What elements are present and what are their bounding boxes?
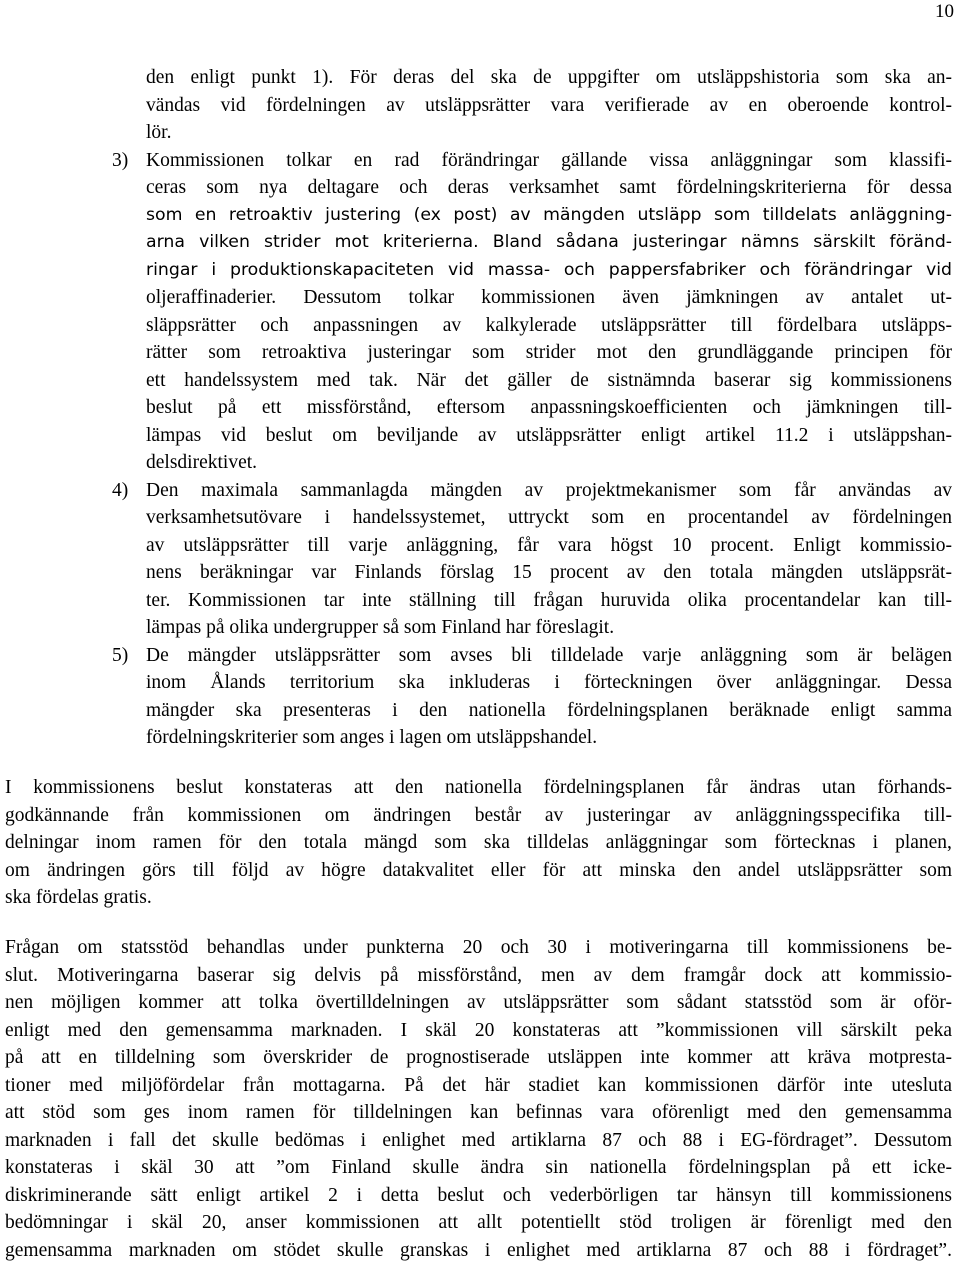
paragraph-line: bedömningar i skäl 20, anser kommissionen att allt potentiellt stöd troligen är förenligt med den: [5, 1212, 952, 1233]
paragraph-line: delningar inom ramen för den totala mängd som ska tilldelas anläggningar som förtecknas i planen,: [5, 832, 952, 853]
paragraph-line: att stöd som ges inom ramen för tilldelningen kan befinnas vara oförenligt med den gemensamma: [5, 1102, 952, 1123]
paragraph-line: marknaden i fall det skulle bedömas i enlighet med artiklarna 87 och 88 i EG-fördraget”. Dessutom: [5, 1130, 953, 1151]
list-item-line: fördelningskriterier som anges i lagen om utsläppshandel.: [146, 727, 598, 748]
list-item-line: lämpas vid beslut om beviljande av utsläppsrätter enligt artikel 11.2 i utsläppshan-: [146, 425, 952, 446]
list-item-line: lämpas på olika undergrupper så som Finland har föreslagit.: [146, 617, 615, 638]
list-item-line: Kommissionen tolkar en rad förändringar gällande vissa anläggningar som klassifi-: [146, 150, 952, 171]
list-item-line: rätter som retroaktiva justeringar som strider mot den grundläggande principen för: [146, 342, 952, 363]
paragraph-line: gemensamma marknaden om stödet skulle granskas i enlighet med artiklarna 87 och 88 i fördraget”.: [5, 1240, 952, 1261]
list-item-line: ringar i produktionskapaciteten vid massa- och pappersfabriker och förändringar vid: [146, 260, 952, 280]
list-continuation-line: vändas vid fördelningen av utsläppsrätter vara verifierade av en oberoende kontrol-: [146, 95, 953, 116]
paragraph-line: diskriminerande sätt enligt artikel 2 i detta beslut och vederbörligen tar hänsyn till kommissionens: [5, 1185, 952, 1206]
list-continuation-line: den enligt punkt 1). För deras del ska de uppgifter om utsläppshistoria som ska an-: [146, 67, 953, 88]
list-item-line: inom Ålands territorium ska inkluderas i förteckningen över anläggningar. Dessa: [146, 672, 953, 693]
paragraph-line: enligt med den gemensamma marknaden. I skäl 20 konstateras att ”kommissionen vill särskilt peka: [5, 1020, 953, 1041]
paragraph-line: nen möjligen kommer att tolka övertilldelningen av utsläppsrätter som sådant statsstöd som är oför-: [5, 992, 953, 1013]
paragraph-line: konstateras i skäl 30 att ”om Finland skulle ändra sin nationella fördelningsplan på ett icke-: [5, 1157, 952, 1178]
paragraph-line: på att en tilldelning som överskrider de prognostiserade utsläppen inte kommer att kräva motpresta-: [5, 1047, 953, 1068]
list-item-number: 4): [112, 480, 129, 501]
list-item-line: beslut på ett missförstånd, eftersom anpassningskoefficienten och jämkningen till-: [146, 397, 953, 418]
list-item-line: De mängder utsläppsrätter som avses bli tilldelade varje anläggning som är belägen: [146, 645, 952, 666]
paragraph-line: Frågan om statsstöd behandlas under punkterna 20 och 30 i motiveringarna till kommissionens be-: [5, 937, 953, 958]
list-item-line: som en retroaktiv justering (ex post) av mängden utsläpp som tilldelats anläggning-: [146, 205, 952, 225]
page-number: 10: [935, 1, 954, 22]
paragraph-line: om ändringen görs till följd av högre datakvalitet eller för att minska den andel utsläppsrätter som: [5, 860, 953, 881]
list-item-line: ceras som nya deltagare och deras verksamhet samt fördelningskriterierna för dessa: [146, 177, 953, 198]
list-item-line: delsdirektivet.: [146, 452, 258, 473]
list-item-number: 5): [112, 645, 129, 666]
list-item-line: arna vilken strider mot kriterierna. Bland sådana justeringar nämns särskilt föränd-: [146, 232, 953, 252]
list-item-number: 3): [112, 150, 129, 171]
paragraph-line: I kommissionens beslut konstateras att den nationella fördelningsplanen får ändras utan förhands-: [5, 777, 953, 798]
list-item-line: verksamhetsutövare i handelssystemet, uttryckt som en procentandel av fördelningen: [146, 507, 952, 528]
list-item-line: oljeraffinaderier. Dessutom tolkar kommissionen även jämkningen av antalet ut-: [146, 287, 952, 308]
list-item-line: släppsrätter och anpassningen av kalkylerade utsläppsrätter till fördelbara utsläpps-: [146, 315, 952, 336]
list-item-line: av utsläppsrätter till varje anläggning, får vara högst 10 procent. Enligt kommissio-: [146, 535, 952, 556]
paragraph-line: godkännande från kommissionen om ändringen består av justeringar av anläggningsspecifika till-: [5, 805, 952, 826]
list-item-line: ett handelssystem med tak. När det gäller de sistnämnda baserar sig kommissionens: [146, 370, 952, 391]
paragraph-line: slut. Motiveringarna baserar sig delvis på missförstånd, men av dem framgår dock att kommissio-: [5, 965, 952, 986]
paragraph-line: ska fördelas gratis.: [5, 887, 152, 908]
list-continuation-line: lör.: [146, 122, 172, 143]
list-item-line: ter. Kommissionen tar inte ställning till frågan huruvida olika procentandelar kan till-: [146, 590, 953, 611]
list-item-line: mängder ska presenteras i den nationella fördelningsplanen beräknade enligt samma: [146, 700, 953, 721]
list-item-line: Den maximala sammanlagda mängden av projektmekanismer som får användas av: [146, 480, 953, 501]
paragraph-line: tioner med miljöfördelar från mottagarna. På det här stadiet kan kommissionen därför inte utesluta: [5, 1075, 952, 1096]
list-item-line: nens beräkningar var Finlands förslag 15 procent av den totala mängden utsläppsrät-: [146, 562, 952, 583]
